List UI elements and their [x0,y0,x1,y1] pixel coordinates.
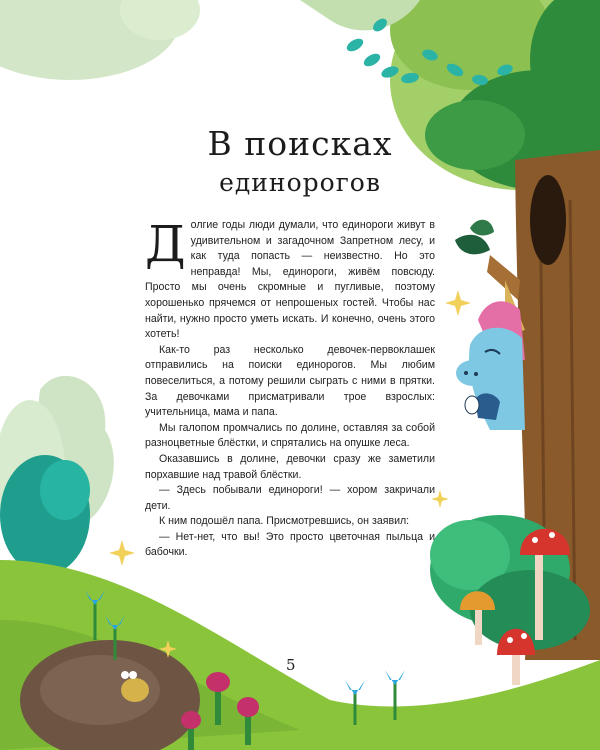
paragraph-6: К ним подошёл папа. Присмотревшись, он заявил: [159,515,410,528]
title-line-2: единорогов [219,168,381,197]
paragraph-1 [145,215,435,343]
paragraph-4: Оказавшись в долине, девочки сразу же заметили порхавшие над травой блёстки. [145,452,435,481]
paragraph-7: — Нет-нет, что вы! Это просто цветочная пыльца и бабочки. [145,530,435,559]
drop-cap: Д [145,215,186,273]
paragraph-3: Мы галопом промчались по долине, оставляя за собой разноцветные блёстки, и спрятались на опушке леса. [145,421,435,450]
teal-bush-left [0,455,90,575]
paragraph-5: — Здесь побывали единороги! — хором закричали дети. [145,484,435,512]
paragraph-2: Как-то раз несколько девочек-первоклашек отправились на поиски единорогов. Мы любим повеселиться, а потому решили сыграть с ними в прятки. За девочками присматривали трое взрослых: учительница, мама и папа. [145,343,435,419]
paragraph-1-text: олгие годы люди думали, что единороги живут в удивительном и загадочном Запретном лесу, и как туда попасть — неизвестно. Но это неправда! Мы, единороги, живём повсюду. Просто мы очень скромные и пугливые, поэтому хорошенько прячемся от непрошеных гостей. Чтобы нас найти, нужно просто уметь искать. И конечно, очень этого хотеть! [145,219,435,341]
tree-hollow [530,175,566,265]
page-number: 5 [286,656,296,674]
branch [487,255,520,300]
pale-foliage-top-left [0,0,200,80]
title-line-1: В поисках [207,124,393,163]
story-text [145,215,435,561]
